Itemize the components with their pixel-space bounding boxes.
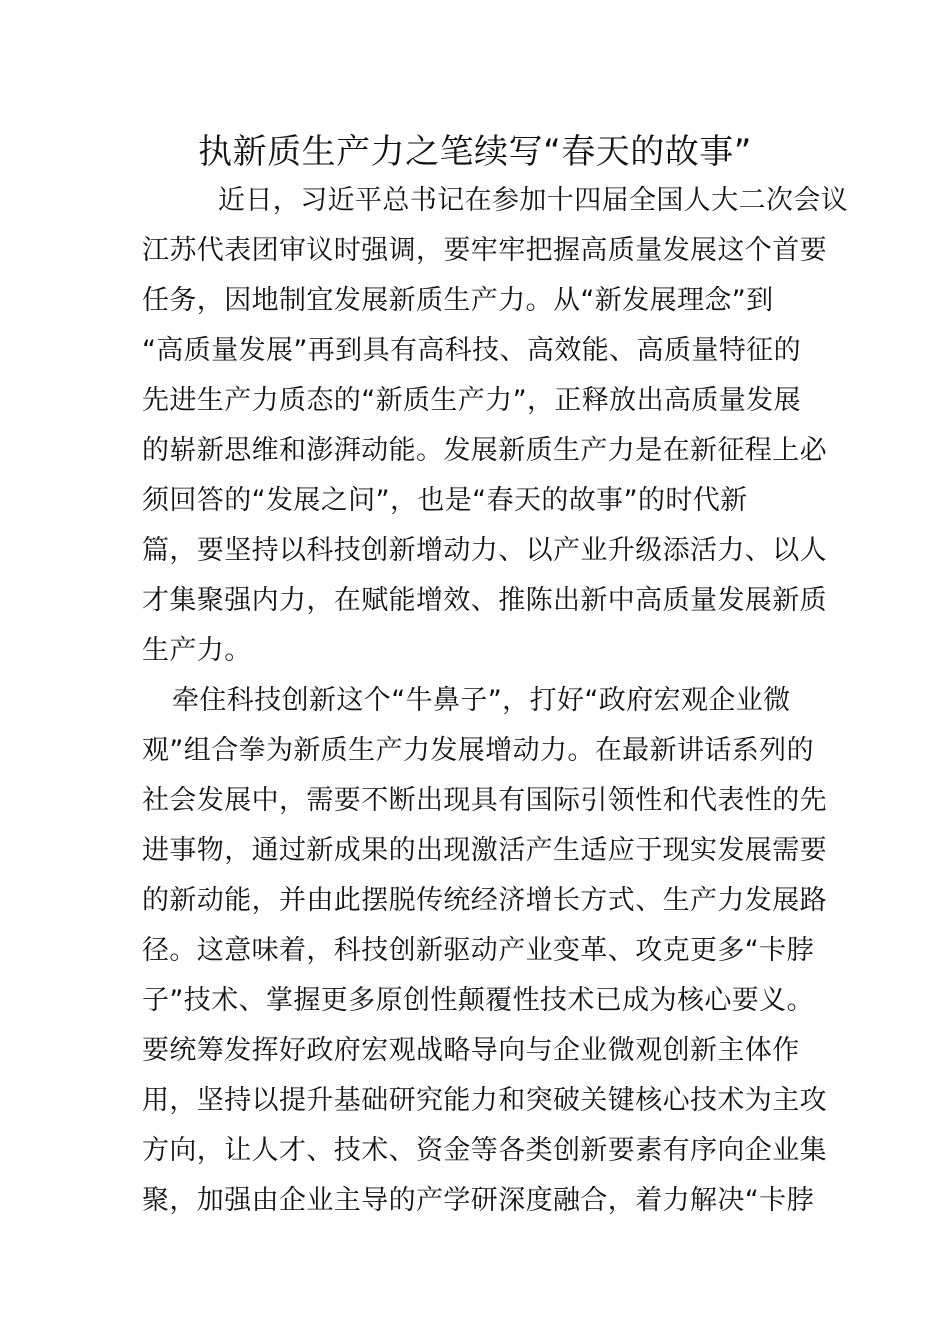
paragraph-line: 江苏代表团审议时强调，要牢牢把握高质量发展这个首要 [142, 235, 827, 266]
document-title: 执新质生产力之笔续写“春天的故事” [198, 132, 752, 172]
paragraph-line: 生产力。 [142, 635, 252, 666]
paragraph-line: 才集聚强内力，在赋能增效、推陈出新中高质量发展新质 [142, 585, 827, 616]
paragraph-line: “高质量发展”再到具有高科技、高效能、高质量特征的 [142, 335, 801, 366]
paragraph-line: 牵住科技创新这个“牛鼻子”，打好“政府宏观企业微 [172, 685, 791, 716]
paragraph-line: 社会发展中，需要不断出现具有国际引领性和代表性的先 [142, 785, 827, 816]
paragraph-line: 进事物，通过新成果的出现激活产生适应于现实发展需要 [142, 835, 827, 866]
paragraph-line: 聚，加强由企业主导的产学研深度融合，着力解决“卡脖 [142, 1185, 814, 1216]
document-body [142, 176, 849, 1226]
paragraph-2 [142, 676, 827, 1226]
paragraph-line: 用，坚持以提升基础研究能力和突破关键核心技术为主攻 [142, 1085, 827, 1116]
paragraph-line: 子”技术、掌握更多原创性颠覆性技术已成为核心要义。 [142, 985, 814, 1016]
paragraph-line: 任务，因地制宜发展新质生产力。从“新发展理念”到 [142, 285, 774, 316]
paragraph-line: 近日，习近平总书记在参加十四届全国人大二次会议 [218, 185, 849, 216]
paragraph-line: 须回答的“发展之问”，也是“春天的故事”的时代新 [142, 485, 748, 516]
paragraph-line: 径。这意味着，科技创新驱动产业变革、攻克更多“卡脖 [142, 935, 814, 966]
paragraph-line: 方向，让人才、技术、资金等各类创新要素有序向企业集 [142, 1135, 827, 1166]
paragraph-line: 观”组合拳为新质生产力发展增动力。在最新讲话系列的 [142, 735, 814, 766]
paragraph-line: 的崭新思维和澎湃动能。发展新质生产力是在新征程上必 [142, 435, 827, 466]
paragraph-line: 的新动能，并由此摆脱传统经济增长方式、生产力发展路 [142, 885, 827, 916]
paragraph-line: 要统筹发挥好政府宏观战略导向与企业微观创新主体作 [142, 1035, 800, 1066]
paragraph-line: 先进生产力质态的“新质生产力”，正释放出高质量发展 [142, 385, 801, 416]
paragraph-1 [142, 176, 849, 676]
paragraph-line: 篇，要坚持以科技创新增动力、以产业升级添活力、以人 [142, 535, 827, 566]
